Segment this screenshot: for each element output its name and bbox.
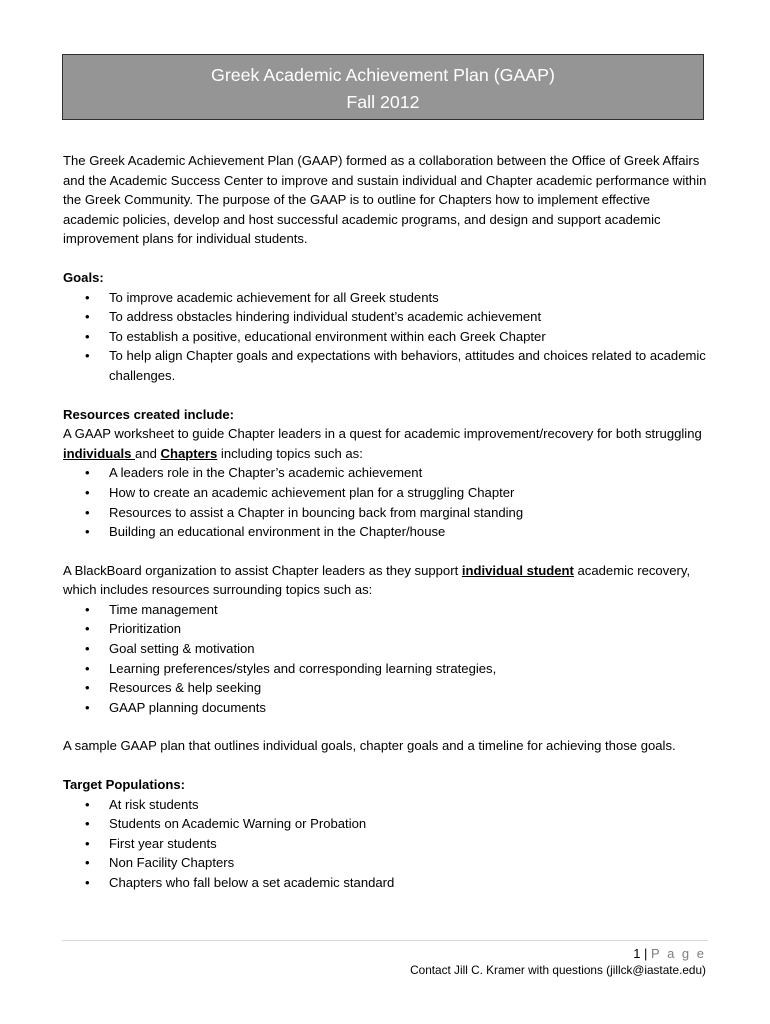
bullet-icon: • [85,699,90,715]
list-item: • To improve academic achievement for all Greek students [63,288,708,308]
list-item: • First year students [63,834,708,854]
document-body [63,151,708,893]
bullet-icon: • [85,855,90,871]
bullet-icon: • [85,524,90,540]
bullet-icon: • [85,328,90,344]
list-item: • Time management [63,600,708,620]
worksheet-paragraph: A GAAP worksheet to guide Chapter leaders in a quest for academic improvement/recovery for both struggling individuals and Chapters including topics such as: [63,426,702,461]
bullet-icon: • [85,621,90,637]
list-item: • Resources to assist a Chapter in bouncing back from marginal standing [63,503,708,523]
bullet-icon: • [85,680,90,696]
document-subtitle: Fall 2012 [346,92,420,112]
list-item: • A leaders role in the Chapter’s academic achievement [63,463,708,483]
goals-list [63,288,708,386]
blackboard-paragraph: A BlackBoard organization to assist Chapter leaders as they support individual student academic recovery, which includes resources surrounding topics such as: [63,562,691,598]
targets-heading: Target Populations: [63,777,185,793]
list-item: • Resources & help seeking [63,678,708,698]
list-item: • To help align Chapter goals and expectations with behaviors, attitudes and choices related to academic challenges. [85,348,706,383]
bullet-icon: • [85,641,90,657]
chapters-emphasis: Chapters [160,445,218,461]
bullet-icon: • [85,875,90,890]
list-item: • Goal setting & motivation [63,639,708,659]
bullet-icon: • [85,504,90,520]
list-item: • To establish a positive, educational environment within each Greek Chapter [63,327,708,347]
bullet-icon: • [85,601,90,617]
resources-heading: Resources created include: [63,406,235,422]
bullet-icon: • [85,660,90,676]
targets-list [63,795,708,893]
bullet-icon: • [85,289,90,305]
list-item: • Learning preferences/styles and corresponding learning strategies, [63,659,708,679]
individual-student-emphasis: individual student [461,562,574,578]
intro-paragraph: The Greek Academic Achievement Plan (GAAP) formed as a collaboration between the Office of Greek Affairs and the Academic Success Center to improve and sustain individual and Chapter academic performance within the Greek Community. The purpose of the GAAP is to outline for Chapters how to implement effective academic policies, develop and host successful academic programs, and design and support academic improvement plans for individual students. [63,153,707,247]
page-number: 1 | P a g e [633,946,706,961]
list-item: • Chapters who fall below a set academic standard [63,873,708,893]
list-item: • Students on Academic Warning or Probation [63,814,708,834]
worksheet-topics-list [63,463,708,541]
list-item: • How to create an academic achievement plan for a struggling Chapter [63,483,708,503]
sample-paragraph: A sample GAAP plan that outlines individual goals, chapter goals and a timeline for achieving those goals. [63,738,676,754]
title-banner [62,54,704,120]
bullet-icon: • [85,309,90,325]
footer-divider [62,940,708,941]
list-item: • Non Facility Chapters [63,853,708,873]
bullet-icon: • [85,465,90,481]
list-item: • Prioritization [63,619,708,639]
goals-heading: Goals: [63,269,104,285]
bullet-icon: • [85,796,90,812]
bullet-icon: • [85,816,90,832]
document-title: Greek Academic Achievement Plan (GAAP) [211,65,555,85]
list-item: • At risk students [63,795,708,815]
footer-contact: Contact Jill C. Kramer with questions (jillck@iastate.edu) [410,963,706,977]
list-item: • Building an educational environment in the Chapter/house [63,522,708,542]
blackboard-topics-list [63,600,708,718]
bullet-icon: • [85,835,90,851]
bullet-icon: • [85,484,90,500]
list-item: • GAAP planning documents [63,698,708,718]
individuals-emphasis: individuals [63,445,136,461]
bullet-icon: • [85,348,90,364]
list-item: • To address obstacles hindering individual student’s academic achievement [63,307,708,327]
